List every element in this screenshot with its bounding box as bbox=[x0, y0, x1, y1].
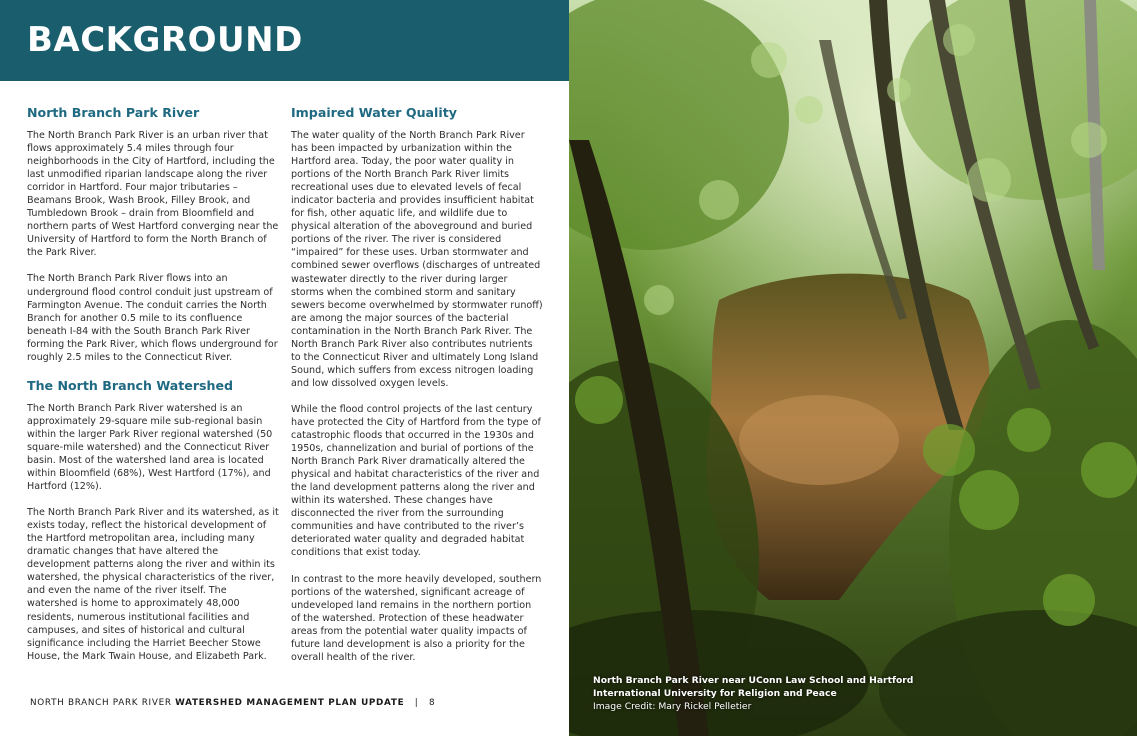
paragraph: The North Branch Park River flows into an underground flood control conduit just upstream of Farmington Avenue. The conduit carries the North Branch for another 0.5 mile to its confluence beneath I-84 with the South Branch Park River forming the Park River, which flows underground for roughly 2.5 miles to the Connecticut River. bbox=[27, 273, 278, 363]
river-photo bbox=[569, 0, 1137, 736]
section-heading-impaired-water-quality: Impaired Water Quality bbox=[291, 105, 457, 120]
left-column bbox=[27, 104, 280, 676]
page-number: 8 bbox=[428, 698, 436, 708]
caption-title: North Branch Park River near UConn Law School and Hartford International University for Religion and Peace bbox=[593, 675, 914, 699]
photo-caption bbox=[593, 674, 973, 713]
title-banner bbox=[0, 0, 569, 81]
paragraph: While the flood control projects of the last century have protected the City of Hartford from the type of catastrophic floods that occurred in the 1930s and 1950s, channelization and burial of portions of the North Branch Park River dramatically altered the physical and habitat characteristics of the river and the land development patterns along the river and within its watershed. These changes have disconnected the river from the surrounding communities and have contributed to the river’s deteriorated water quality and degraded habitat conditions that exist today. bbox=[291, 403, 541, 559]
right-column bbox=[291, 104, 543, 677]
paragraph: The North Branch Park River and its watershed, as it exists today, reflect the historical development of the Hartford metropolitan area, including many dramatic changes that have altered the development patterns along the river and within its watershed, the physical characteristics of the river, and even the name of the river itself. The watershed is home to approximately 48,000 residents, numerous institutional facilities and campuses, and sites of historical and cultural significance including the Harriet Beecher Stowe House, the Mark Twain House, and Elizabeth Park. bbox=[27, 507, 279, 662]
paragraph: The North Branch Park River is an urban river that flows approximately 5.4 miles through four neighborhoods in the City of Hartford, including the last unmodified riparian landscape along the river corridor in Hartford. Four major tributaries – Beamans Brook, Wash Brook, Filley Brook, and Tumbledown Brook – drain from Bloomfield and northern parts of West Hartford converging near the University of Hartford to form the North Branch of the Park River. bbox=[27, 130, 279, 259]
page-title: BACKGROUND bbox=[27, 20, 303, 60]
page-footer bbox=[30, 698, 435, 708]
footer-title: WATERSHED MANAGEMENT PLAN UPDATE bbox=[175, 698, 405, 708]
footer-separator: | bbox=[414, 698, 419, 708]
paragraph: In contrast to the more heavily developed, southern portions of the watershed, significant acreage of undeveloped land remains in the northern portion of the watershed. Protection of these headwater areas from the potential water quality impacts of future land development is also a priority for the overall health of the river. bbox=[291, 573, 542, 663]
paragraph: The North Branch Park River watershed is an approximately 29-square mile sub-regional basin within the larger Park River regional watershed (50 square-mile watershed) and the Connecticut River basin. Most of the watershed land area is located within Bloomfield (68%), West Hartford (17%), and Hartford (12%). bbox=[27, 402, 273, 493]
section-heading-north-branch-watershed: The North Branch Watershed bbox=[27, 377, 234, 393]
paragraph: The water quality of the North Branch Park River has been impacted by urbanization within the Hartford area. Today, the poor water quality in portions of the North Branch Park River limits recreational uses due to elevated levels of fecal indicator bacteria and provides insufficient habitat for fish, other aquatic life, and wildlife due to physical alteration of the aboveground and buried portions of the river. The river is considered “impaired” for these uses. Urban stormwater and combined sewer overflows (discharges of untreated wastewater directly to the river during larger storms when the combined storm and sanitary sewers become overwhelmed by stormwater runoff) are among the major sources of the bacterial contamination in the North Branch Park River. The North Branch Park River also contributes nutrients to the Connecticut River and ultimately Long Island Sound, which suffers from excess nitrogen loading and low dissolved oxygen levels. bbox=[291, 130, 543, 389]
footer-prefix: NORTH BRANCH PARK RIVER bbox=[30, 698, 172, 708]
section-heading-north-branch-park-river: North Branch Park River bbox=[27, 105, 200, 120]
caption-credit: Image Credit: Mary Rickel Pelletier bbox=[593, 701, 752, 712]
